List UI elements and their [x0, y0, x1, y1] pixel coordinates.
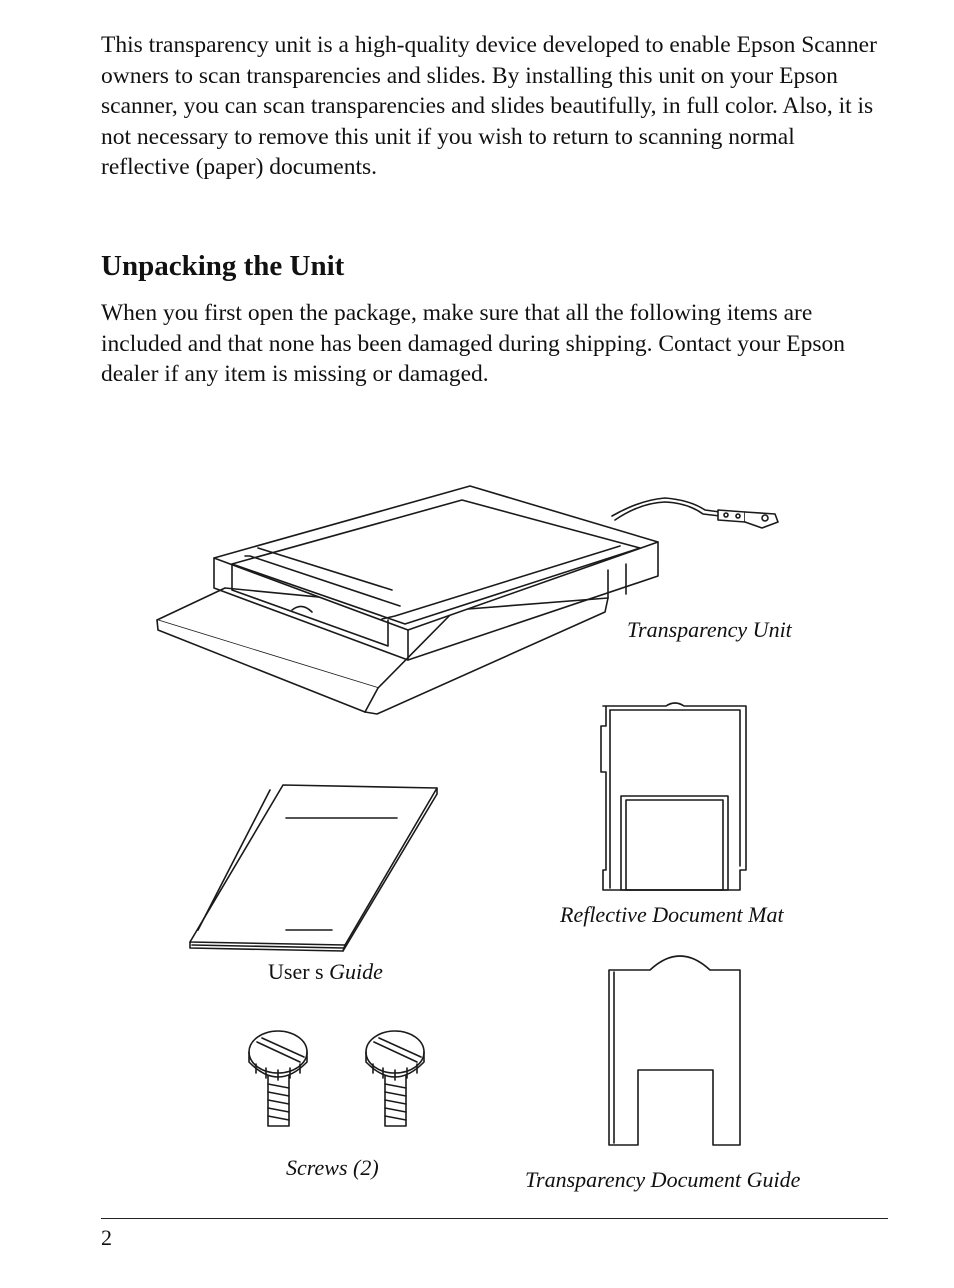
screws-illustration: [249, 1031, 424, 1126]
footer-rule: [101, 1218, 888, 1219]
page-number: 2: [101, 1225, 112, 1250]
intro-paragraph: This transparency unit is a high-quality device developed to enable Epson Scanner owners to scan transparencies and slides. By installing this unit on your Epson scanner, you can scan transparencies and slides beautifully, in full color. Also, it is not necessary to remove this unit if you wish to return to scanning normal reflective (paper) documents.: [101, 32, 877, 180]
users-guide-illustration: [190, 785, 437, 951]
reflective-mat-illustration: [601, 703, 746, 890]
section-heading: Unpacking the Unit: [101, 250, 345, 282]
transparency-unit-illustration: [157, 486, 778, 714]
unpacking-paragraph: When you first open the package, make sure that all the following items are included and that none has been damaged during shipping. Contact your Epson dealer if any item is missing or damaged.: [101, 300, 846, 387]
users-guide-caption-italic: Guide: [329, 959, 383, 984]
document-guide-caption: Transparency Document Guide: [525, 1167, 801, 1192]
users-guide-caption: [268, 959, 383, 985]
screws-caption: Screws (2): [286, 1155, 379, 1180]
users-guide-caption-regular: User s: [268, 959, 324, 984]
document-guide-illustration: [609, 956, 740, 1145]
reflective-mat-caption: Reflective Document Mat: [560, 902, 784, 927]
transparency-unit-caption: Transparency Unit: [627, 617, 792, 642]
